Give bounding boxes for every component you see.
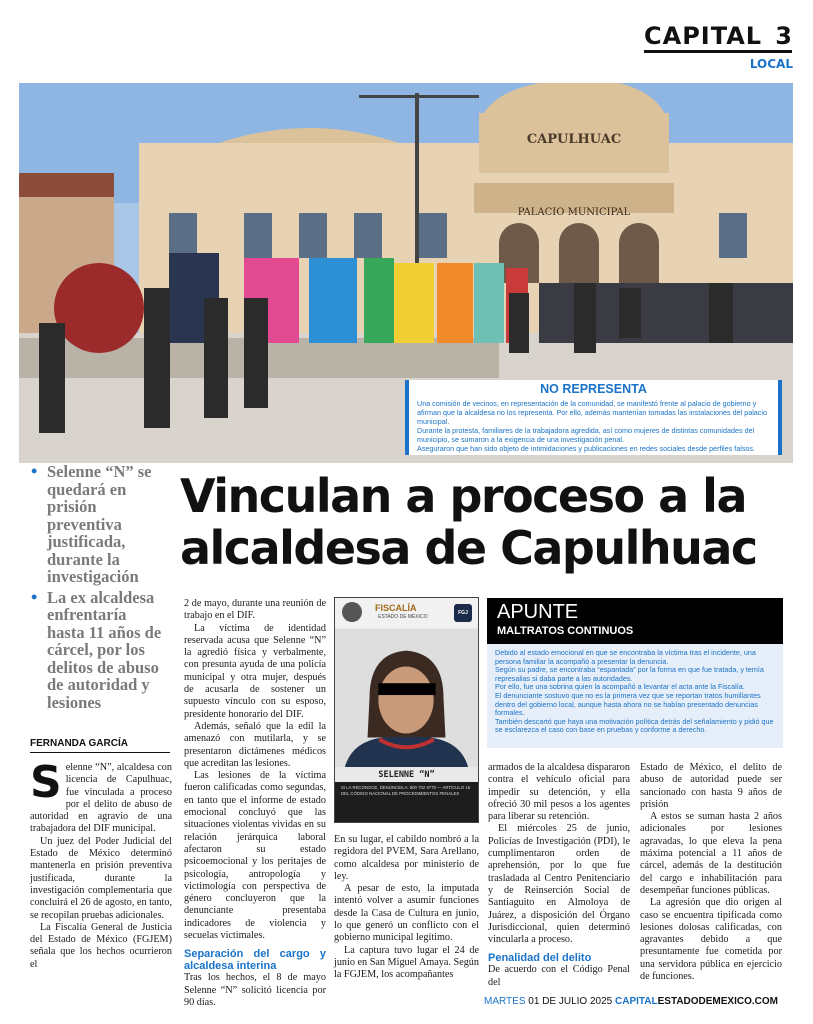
summary-bullet: • La ex alcaldesa enfrentaría hasta 11 años de cárcel, por los delitos de abuso de autoridad y lesiones	[25, 589, 165, 712]
paragraph: Además, señaló que la edil la amenazó con mutilarla, y se presentaron dictámenes médicos que acreditan las lesiones.	[184, 720, 326, 769]
footer-date: 01 DE JULIO 2025	[528, 996, 613, 1007]
paragraph: En su lugar, el cabildo nombró a la regidora del PVEM, Sara Arellano, como alcaldesa por ministerio de ley.	[334, 834, 479, 882]
paragraph: armados de la alcaldesa dispararon contra el vehículo oficial para impedir su detención, y ella ofreció 30 mil pesos a los agentes para liberar su retención.	[488, 762, 630, 823]
apunte-body	[487, 644, 783, 740]
apunte-paragraph: Según su padre, se encontraba “espantada” por la forma en que fue tratada, y temía represalias si daba parte a las autoridades.	[495, 665, 764, 683]
apunte-paragraph: También descartó que haya una motivación política detrás del señalamiento y pidió que se esclarezca el caso con base en pruebas y conforme a derecho.	[495, 716, 774, 735]
callout-paragraph: Durante la protesta, familiares de la trabajadora agredida, así como mujeres de distintas comunidades del municipio, se sumaron a la exigencia de una investigación penal.	[417, 426, 755, 444]
fgj-logo: FGJ	[454, 604, 472, 622]
apunte-paragraph: Debido al estado emocional en que se encontraba la víctima tras el incidente, una persona familiar la acompañó a presentar la denuncia.	[495, 648, 756, 666]
page-header	[644, 22, 794, 52]
paragraph: La Fiscalía General de Justicia del Estado de México (FGJEM) señala que los hechos ocurrieron el	[30, 921, 172, 970]
paragraph: A estos se suman hasta 2 años adicionales por lesiones agravadas, lo que eleva la pena máxima potencial a 11 años de cárcel, además de la destitución del cargo e inhabilitación para desempeñar funciones públicas.	[640, 811, 782, 896]
apunte-paragraph: El denunciante sostuvo que no es la primera vez que se reportan tratos humillantes dentro del gobierno local, aunque hasta ahora no se habían presentado denuncias formales.	[495, 690, 761, 718]
page-footer	[484, 996, 778, 1007]
callout-title: NO REPRESENTA	[540, 382, 647, 396]
byline: FERNANDA GARCÍA	[30, 738, 170, 753]
building-sign-top: CAPULHUAC	[526, 132, 622, 147]
agency-name: FISCALÍA	[375, 603, 417, 613]
paragraph: De acuerdo con el Código Penal del	[488, 964, 630, 988]
paragraph: La víctima de identidad reservada acusa que Selenne “N” la agredió física y verbalmente, con presunta ayuda de una policía municipal y otra mujer, después de acusarla de sostener un supuesto vínculo con su esposo, presidente honorario del DIF.	[184, 622, 326, 720]
article-column-3	[334, 834, 479, 982]
lead-paragraph	[30, 757, 172, 836]
page-number: 3	[775, 22, 792, 50]
callout-box	[405, 380, 782, 455]
footer-site-link[interactable]: ESTADODEMEXICO.COM	[657, 996, 778, 1007]
apunte-subtitle: MALTRATOS CONTINUOS	[497, 625, 634, 637]
article-column-2	[184, 598, 326, 1009]
article-column-1	[30, 757, 173, 971]
suspect-photo	[335, 628, 478, 768]
article-column-5	[640, 762, 782, 983]
mugshot-footer: SI LA RECONOCE, DENÚNCIELA: 800 702 8770 — ARTÍCULO 16 DEL CÓDIGO NACIONAL DE PROCEDIMIENTOS PENALES	[335, 782, 478, 823]
paragraph: El miércoles 25 de junio, Policías de Investigación (PDI), le cumplimentaron orden de aprehensión, por lo que fue trasladada al Centro Penitenciario y de Reinserción Social de Santiaguito en Almoloya de Juárez, a disposición del Órgano Jurisdiccional, quien determinó vincularla a proceso.	[488, 823, 630, 946]
suspect-mugshot-card	[334, 597, 479, 823]
paragraph: La agresión que dio origen al caso se encuentra tipificada como lesiones dolosas calificadas, con agravantes debido a que presuntamente fue cometida por una servidora pública en ejercicio de funciones.	[640, 897, 782, 983]
paragraph: La captura tuvo lugar el 24 de junio en San Miguel Amaya. Según la FGJEM, los acompañantes	[334, 944, 479, 981]
building-sign-main: PALACIO MUNICIPAL	[517, 207, 631, 218]
apunte-sidebar	[487, 598, 783, 748]
headline-line: Vinculan a proceso a la	[180, 469, 746, 523]
headline-line: alcaldesa de Capulhuac	[180, 521, 757, 575]
footer-day: MARTES	[484, 996, 526, 1007]
subheading: Penalidad del delito	[488, 952, 592, 965]
state-seal-icon	[342, 602, 362, 622]
agency-subtitle: ESTADO DE MÉXICO	[378, 614, 428, 620]
subsection-label: LOCAL	[749, 57, 793, 71]
paragraph: Estado de México, el delito de abuso de autoridad puede ser sancionado con hasta 9 años de prisión	[640, 762, 782, 810]
summary-bullets	[25, 463, 165, 714]
headline	[180, 470, 790, 574]
header-rule	[644, 50, 792, 53]
apunte-paragraph: Por ello, fue una sobrina quien la acompañó a levantar el acta ante la Fiscalía.	[495, 682, 745, 692]
paragraph: Un juez del Poder Judicial del Estado de México determinó mantenerla en prisión preventiva justificada, durante la investigación complementaria que concluirá el 26 de agosto, en tanto, se recopilan pruebas adicionales.	[30, 835, 173, 921]
callout-paragraph: Una comisión de vecinos, en representación de la comunidad, se manifestó frente al palacio de gobierno y afirman que la alcaldesa no los representa. Por ello, además mantenían tomadas las instalaciones del palacio municipal.	[417, 399, 767, 426]
apunte-title: APUNTE	[497, 601, 579, 623]
lead-text: elenne “N”, alcaldesa con licencia de Capulhuac, fue vinculada a proceso por el delito de abuso de autoridad en agravio de una trabajadora del DIF municipal.	[30, 762, 172, 835]
dropcap: S	[30, 757, 62, 808]
paragraph: A pesar de esto, la imputada intentó volver a asumir funciones desde la Casa de Cultura en junio, lo que generó un conflicto con el gobierno municipal legítimo.	[334, 883, 479, 944]
summary-bullet: • Selenne “N” se quedará en prisión preventiva justificada, durante la investigación	[25, 463, 165, 586]
subheading: Separación del cargo y alcaldesa interina	[184, 948, 326, 973]
paragraph: 2 de mayo, durante una reunión de trabajo en el DIF.	[184, 598, 326, 622]
apunte-header	[487, 598, 783, 644]
suspect-name: SELENNE “N”	[378, 770, 435, 780]
footer-section: CAPITAL	[615, 996, 658, 1007]
mugshot-header	[335, 598, 478, 628]
callout-paragraph: Aseguraron que han sido objeto de intimidaciones y publicaciones en redes sociales desde perfiles falsos.	[417, 444, 756, 453]
section-title: CAPITAL	[644, 22, 763, 50]
paragraph: Las lesiones de la víctima fueron calificadas como segundas, en tanto que el informe de estado emocional concluyó que las situaciones violentas vividas en su relación jerárquica laboral afectaron su estado psicoemocional y los peritajes de psicología, antropología y victimología con perspectiva de género concluyeron que la denunciante presentaba indicadores de violencia y secuelas victimales.	[184, 770, 326, 942]
paragraph: Tras los hechos, el 8 de mayo Selenne “N” solicitó licencia por 90 días.	[184, 972, 326, 1008]
article-column-4	[488, 762, 630, 989]
